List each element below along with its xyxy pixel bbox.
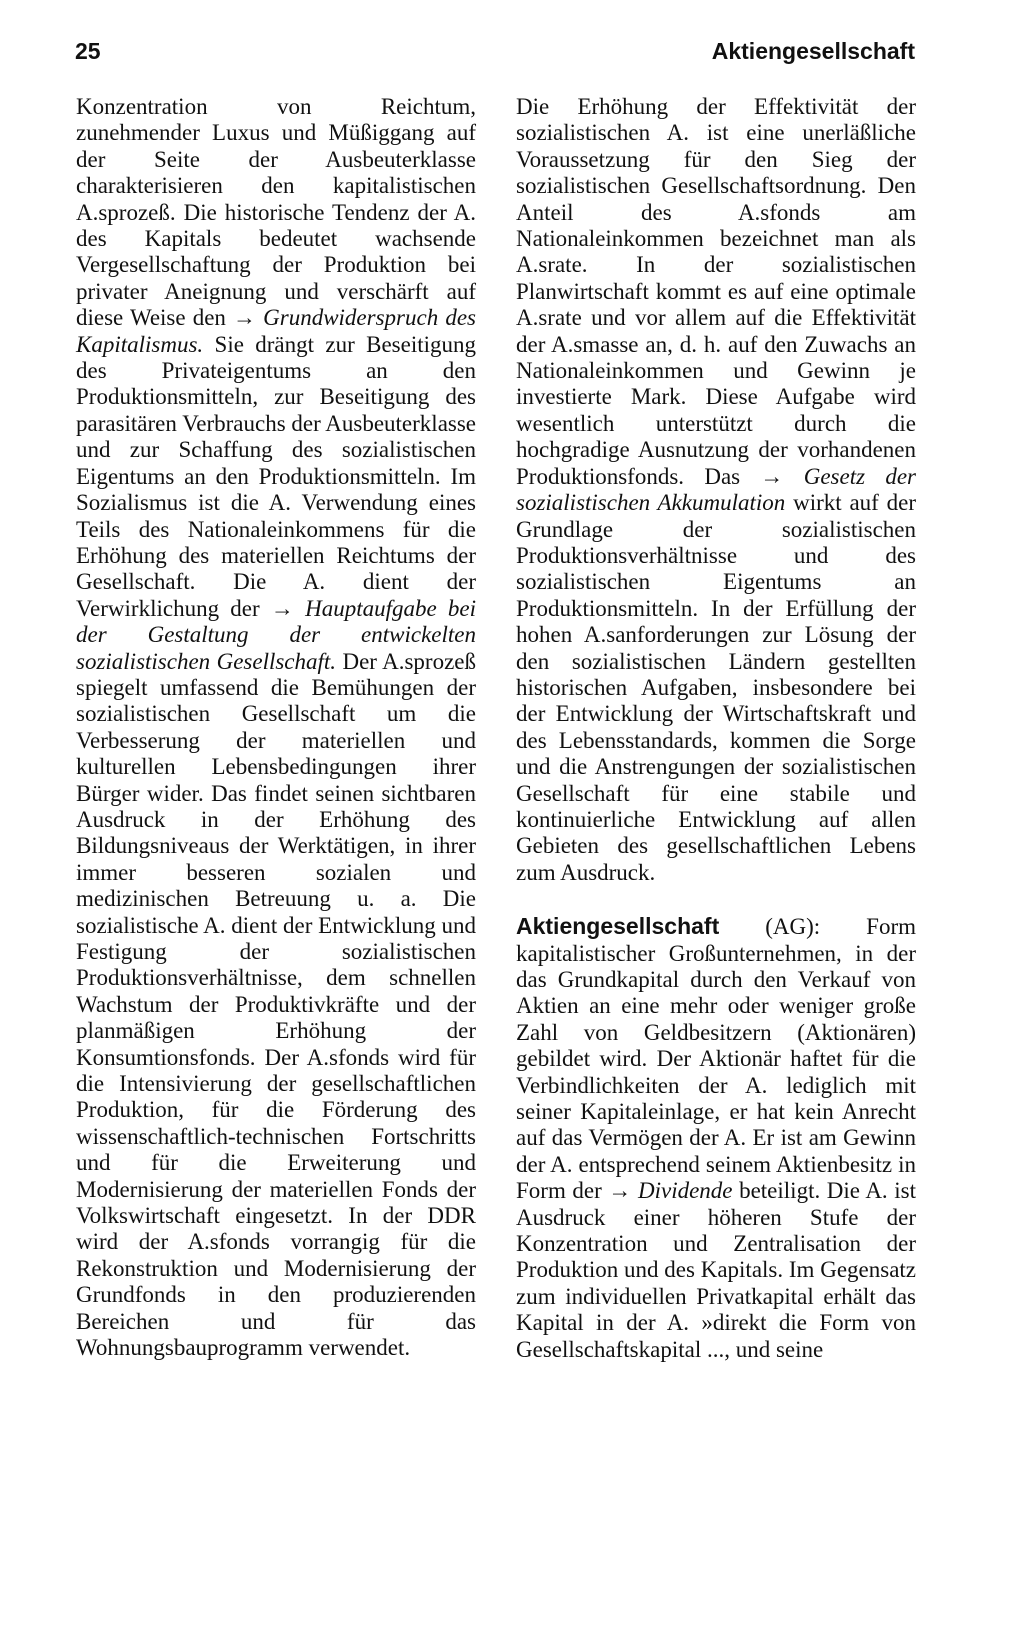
running-head: Aktiengesellschaft bbox=[711, 38, 915, 64]
continued-paragraph bbox=[76, 94, 476, 1362]
right-column bbox=[516, 94, 916, 1363]
text-run: wirkt auf der Grundlage der sozialistischen Produktionsverhältnisse und des sozialistischen Eigentums an Produktionsmitteln. In der Erfüllung der hohen A.sanforderungen zur Lösung der den sozialistischen Ländern gestellten historischen Aufgaben, insbesondere bei der Entwicklung der Wirtschaftskraft und des Lebensstandards, kommen die Sorge und die Anstrengungen der sozialistischen Gesellschaft für eine stabile und kontinuierliche Entwicklung auf allen Gebieten des gesellschaftlichen Lebens zum Ausdruck. bbox=[516, 490, 916, 885]
text-run: Der A.sprozeß spiegelt umfassend die Bemühungen der sozialistischen Gesellschaft um die Verbesserung der materiellen und kulturellen Lebensbedingungen ihrer Bürger wider. Das findet seinen sichtbaren Ausdruck in der Erhöhung des Bildungsniveaus der Werktätigen, in ihrer immer besseren sozialen und medizinischen Betreuung u. a. Die sozialistische A. dient der Entwicklung und Festigung der sozialistischen Produktionsverhältnisse, dem schnellen Wachstum der Produktivkräfte und der planmäßigen Erhöhung der Konsumtionsfonds. Der A.sfonds wird für die Intensivierung der gesellschaftlichen Produktion, für die Förderung des wissenschaftlich-technischen Fortschritts und für die Erweiterung und Modernisierung der materiellen Fonds der Volkswirtschaft eingesetzt. In der DDR wird der A.sfonds vorrangig für die Rekonstruktion und Modernisierung der Grundfonds in den produzierenden Bereichen und für das Wohnungsbauprogramm verwendet. bbox=[76, 648, 476, 1361]
text-run: Konzentration von Reichtum, zunehmender Luxus und Müßiggang auf der Seite der Ausbeuterklasse charakterisieren den kapitalistischen A.sprozeß. Die historische Tendenz der A. des Kapitals bedeutet wachsende Vergesellschaftung der Produktion bei privater Aneignung und verschärft auf diese Weise den → bbox=[76, 94, 476, 331]
page-number: 25 bbox=[75, 38, 101, 64]
page-header bbox=[75, 38, 915, 72]
cross-reference: Dividende bbox=[637, 1178, 733, 1204]
cross-reference: Grundwiderspruch des Kapitalismus. bbox=[76, 305, 476, 357]
paragraph bbox=[516, 94, 916, 886]
cross-reference: Gesetz der sozialistischen Akkumulation bbox=[516, 463, 916, 516]
text-run: (AG): Form kapitalistischer Großunternehmen, in der das Grundkapital durch den Verkauf von Aktien an eine mehr oder weniger große Zahl von Geldbesitzern (Aktionären) gebildet wird. Der Aktionär haftet für die Verbindlichkeiten der A. lediglich mit seiner Kapitaleinlage, er hat kein Anrecht auf das Vermögen der A. Er ist am Gewinn der A. entsprechend seinem Aktienbesitz in Form der → bbox=[516, 914, 916, 1204]
dictionary-entry bbox=[516, 913, 916, 1363]
left-column bbox=[76, 94, 476, 1362]
text-run: Sie drängt zur Beseitigung des Privateigentums an den Produktionsmitteln, zur Beseitigung des parasitären Verbrauchs der Ausbeuterklasse und zur Schaffung des sozialistischen Eigentums an den Produktionsmitteln. Im Sozialismus ist die A. Verwendung eines Teils des Nationaleinkommens für die Erhöhung des materiellen Reichtums der Gesellschaft. Die A. dient der Verwirklichung der → bbox=[76, 331, 477, 621]
text-run: Die Erhöhung der Effektivität der sozialistischen A. ist eine unerläßliche Voraussetzung für den Sieg der sozialistischen Gesellschaftsordnung. Den Anteil des A.sfonds am Nationaleinkommen bezeichnet man als A.srate. In der sozialistischen Planwirtschaft kommt es auf eine optimale A.srate und vor allem auf die Effektivität der A.smasse an, d. h. auf den Zuwachs an Nationaleinkommen und Gewinn je investierte Mark. Diese Aufgabe wird wesentlich unterstützt durch die hochgradige Ausnutzung der vorhandenen Produktionsfonds. Das → bbox=[516, 94, 916, 489]
text-run: beteiligt. Die A. ist Ausdruck einer höheren Stufe der Konzentration und Zentralisation der Produktion und des Kapitals. Im Gegensatz zum individuellen Privatkapital erhält das Kapital in der A. »direkt die Form von Gesellschaftskapital ..., und seine bbox=[516, 1178, 916, 1362]
cross-reference: Hauptaufgabe bei der Gestaltung der entwickelten sozialistischen Gesellschaft. bbox=[76, 595, 476, 674]
entry-headword: Aktiengesellschaft bbox=[516, 913, 720, 940]
